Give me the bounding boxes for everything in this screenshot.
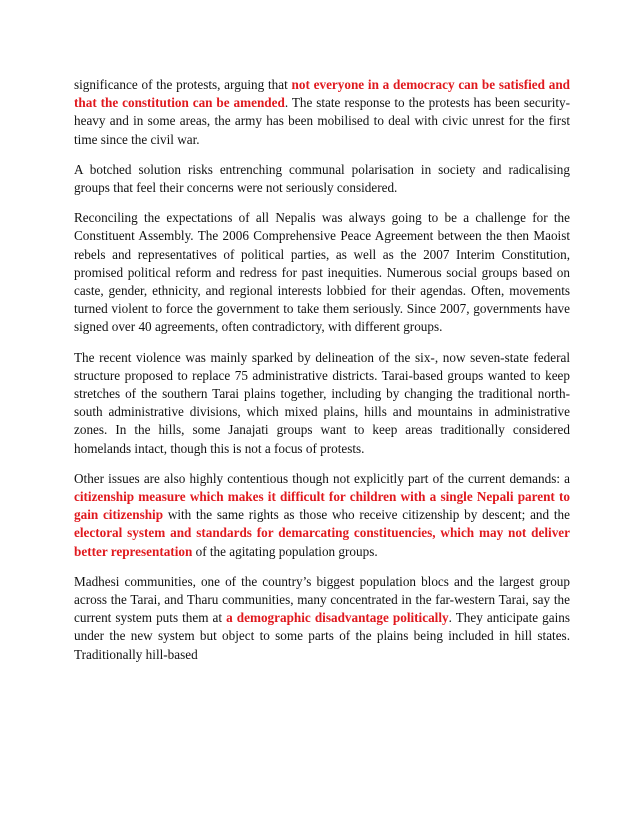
text-run: Madhesi communities, one of the country’s biggest population blocs and the largest group across the Tarai, and Tharu communities, many concentrated in the far-western Tarai, say the current system puts them at: [74, 573, 570, 626]
text-run: significance of the protests, arguing that: [74, 77, 292, 92]
text-run: A botched solution risks entrenching communal polarisation in society and radicalising groups that feel their concerns were not seriously considered.: [74, 161, 570, 196]
text-run: The recent violence was mainly sparked by delineation of the six-, now seven-state federal structure proposed to replace 75 administrative districts. Tarai-based groups wanted to keep stretches of the southern Tarai plains together, including by changing the traditional north-south administrative divisions, which mixed plains, hills and mountains in administrative zones. In the hills, some Janajati groups want to keep areas traditionally considered homelands intact, though this is not a focus of protests.: [74, 349, 570, 456]
text-run: of the agitating population groups.: [192, 543, 378, 559]
highlighted-phrase: not everyone in a democracy can be satisfied and that the constitution can be amended: [74, 77, 571, 111]
text-run: Reconciling the expectations of all Nepalis was always going to be a challenge for the Constituent Assembly. The 2006 Comprehensive Peace Agreement between the then Maoist rebels and representatives of political parties, as well as the 2007 Interim Constitution, promised political reform and redress for past inequities. Numerous social groups based on caste, gender, ethnicity, and regional interests lobbied for their agendas. Often, movements turned violent to force the government to take them seriously. Since 2007, governments have signed over 40 agreements, often contradictory, with different groups.: [74, 210, 570, 335]
text-run: with the same rights as those who receive citizenship by descent; and the: [163, 507, 571, 523]
paragraph-protests-significance: [74, 76, 570, 149]
highlighted-phrase: citizenship measure which makes it difficult for children with a single Nepali parent to gain citizenship: [74, 489, 570, 523]
text-run: . The state response to the protests has been security-heavy and in some areas, the army has been mobilised to deal with civic unrest for the first time since the civil war.: [74, 95, 571, 147]
paragraph-madhesi-communities: [74, 573, 570, 664]
paragraph-botched-solution: [74, 161, 570, 197]
paragraph-recent-violence: [74, 349, 570, 458]
text-run: Other issues are also highly contentious though not explicitly part of the current demands: a: [74, 470, 570, 486]
paragraph-reconciling-expectations: [74, 209, 570, 336]
document-page: [74, 76, 570, 676]
text-run: . They anticipate gains under the new system but object to some parts of the plains being included in hill states. Traditionally hill-based: [74, 610, 571, 662]
paragraph-other-issues: [74, 470, 570, 561]
highlighted-phrase: a demographic disadvantage politically: [226, 610, 449, 626]
highlighted-phrase: electoral system and standards for demarcating constituencies, which may not deliver better representation: [74, 525, 570, 559]
